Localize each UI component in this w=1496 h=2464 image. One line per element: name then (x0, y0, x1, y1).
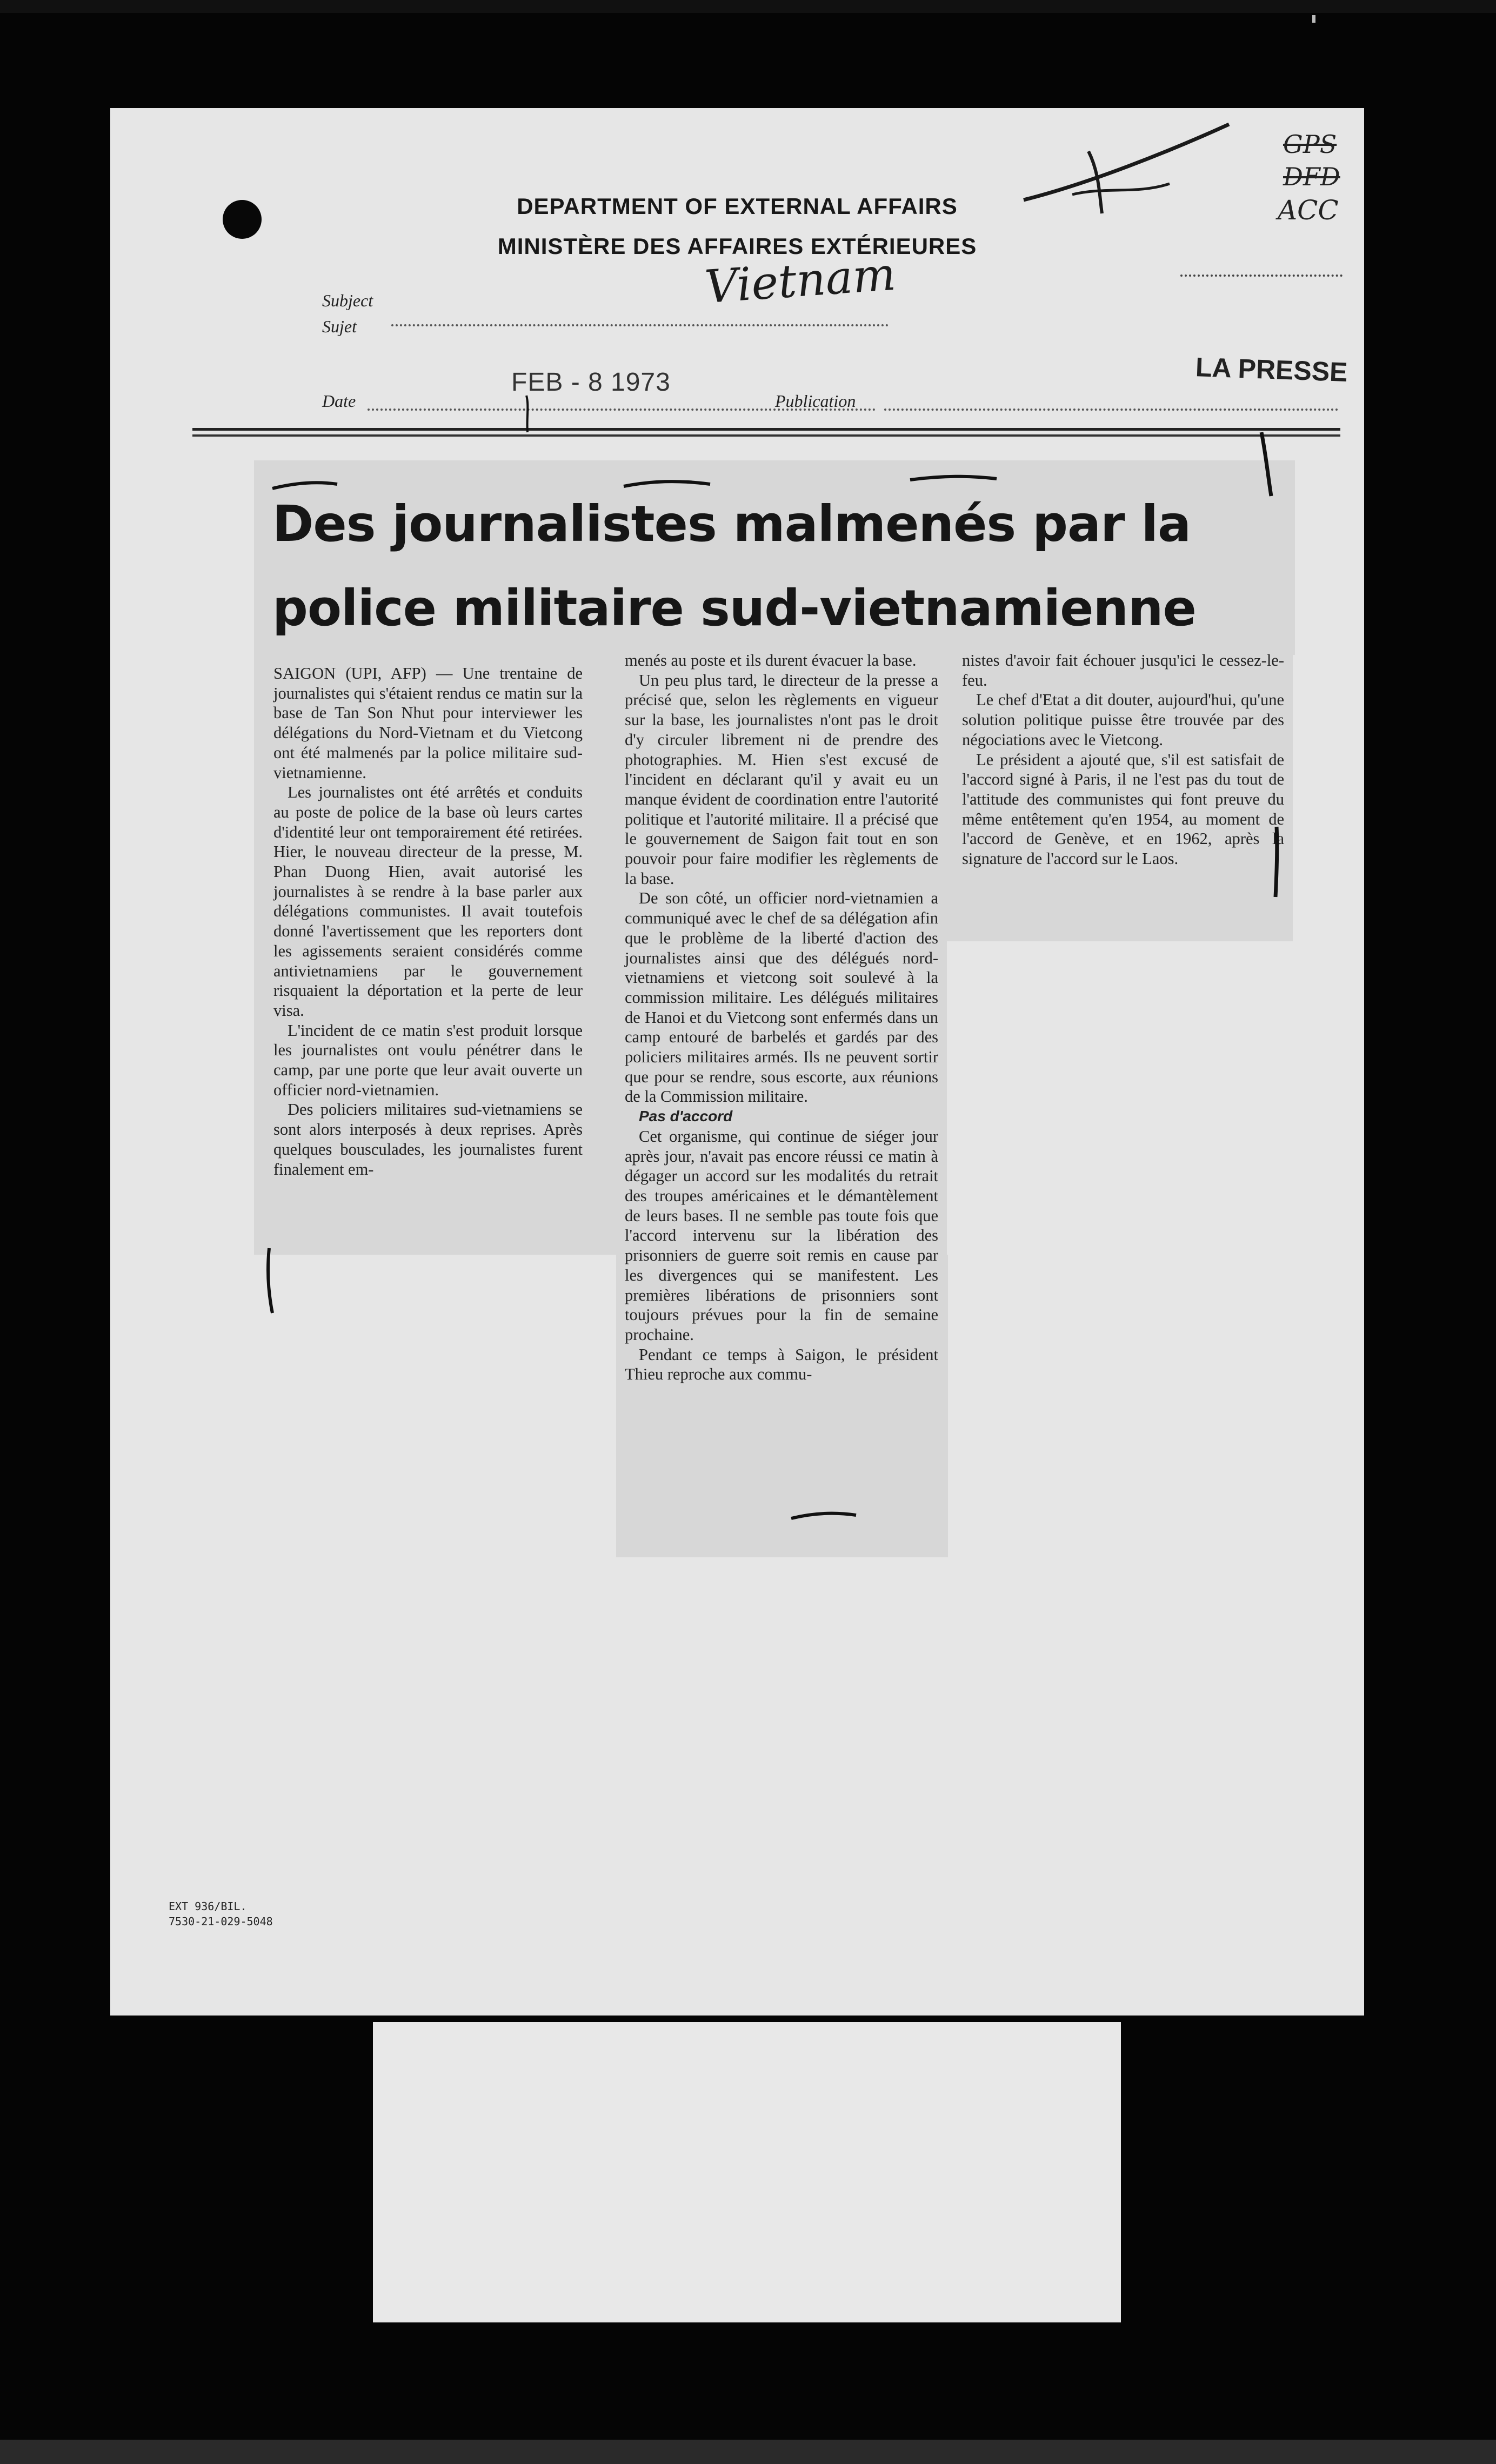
article-paragraph: Le président a ajouté que, s'il est satisfait de l'accord signé à Paris, il ne l'est pas du tout de l'attitude des communistes qui font preuve du même entêtement qu'en 1954, au moment de l'accord de Genève, et en 1962, après la signature de l'accord sur le Laos. (962, 750, 1284, 868)
article-paragraph: nistes d'avoir fait échouer jusqu'ici le cessez-le-feu. (962, 651, 1284, 689)
department-name-en: DEPARTMENT OF EXTERNAL AFFAIRS (517, 193, 958, 219)
clipping-form (110, 108, 1364, 2016)
routing-marks (1267, 130, 1375, 238)
article-paragraph: Un peu plus tard, le directeur de la presse a précisé que, selon les règlements en vigueur sur la base, les journalistes n'ont pas le droit d'y circuler librement ni de prendre des photographies. M. Hien s'est excusé de l'incident en déclarant qu'il y avait eu un manque évident de coordination entre l'autorité politique et l'autorité militaire. Il a précisé que le gouvernement de Saigon fait tout en son pouvoir pour faire modifier les règlements de la base. (625, 671, 938, 888)
handwritten-check-mark (1007, 119, 1234, 222)
article-paragraph: L'incident de ce matin s'est produit lorsque les journalistes ont voulu pénétrer dans le camp, par une porte que leur avait ouverte un officier nord-vietnamien. (273, 1021, 583, 1099)
scan-speck (1312, 15, 1315, 23)
scan-border-top (0, 0, 1496, 13)
article-column (273, 664, 583, 1179)
subject-label-fr: Sujet (322, 317, 357, 336)
subject-value: Vietnam (703, 247, 898, 314)
subject-dotted-line (391, 324, 889, 326)
header-rule (192, 434, 1340, 437)
article-paragraph: menés au poste et ils durent évacuer la base. (625, 651, 917, 669)
pen-stroke (526, 396, 527, 432)
form-code-line: 7530-21-029-5048 (169, 1915, 273, 1928)
article-paragraph: Des policiers militaires sud-vietnamiens se sont alors interposés à deux reprises. Après quelques bousculades, les journalistes furent finalement em- (273, 1100, 583, 1179)
bottom-card (373, 2022, 1121, 2322)
article-paragraph: Le chef d'Etat a dit douter, aujourd'hui, qu'une solution politique puisse être trouvée par des négociations avec le Vietcong. (962, 691, 1284, 749)
article-column (962, 651, 1284, 869)
publication-label: Publication (775, 391, 856, 411)
article-column (625, 651, 938, 1384)
pen-stroke (268, 1248, 272, 1313)
form-code (169, 1899, 273, 1929)
scan-border-bottom (0, 2440, 1496, 2464)
routing-mark: GPS (1283, 130, 1337, 159)
date-stamp: FEB - 8 1973 (511, 368, 671, 397)
header-rule (192, 428, 1340, 431)
routing-mark: DFD (1283, 162, 1340, 191)
routing-mark: ACC (1278, 195, 1339, 226)
article-paragraph: De son côté, un officier nord-vietnamien a communiqué avec le chef de sa délégation afin que le problème de la liberté d'action des journalistes ainsi que des délégués nord-vietnamiens et vietcong soit soulevé à la commission militaire. Les délégués militaires de Hanoi et du Vietcong sont enfermés dans un camp entouré de barbelés et gardés par des policiers militaires armés. Ils ne peuvent sortir que pour se rendre, sous escorte, aux réunions de la Commission militaire. (625, 889, 938, 1106)
article-headline: Des journalistes malmenés par la police militaire sud-vietnamienne (272, 495, 1196, 637)
form-code-line: EXT 936/BIL. (169, 1900, 247, 1913)
article-paragraph: Cet organisme, qui continue de siéger jour après jour, n'avait pas encore réussi ce matin à dégager un accord sur les modalités du retrait des troupes américaines et le démantèlement de leurs bases. Il ne semble pas toute fois que l'accord intervenu sur la libération des prisonniers de guerre soit remis en cause par les divergences qui se manifestent. Les premières libérations de prisonniers sont toujours prévues pour la fin de semaine prochaine. (625, 1127, 938, 1344)
article-paragraph: Pendant ce temps à Saigon, le président Thieu reproche aux commu- (625, 1345, 938, 1384)
date-label: Date (322, 391, 356, 411)
department-name-fr: MINISTÈRE DES AFFAIRES EXTÉRIEURES (497, 233, 977, 259)
article-subheading: Pas d'accord (639, 1108, 733, 1125)
article-paragraph: SAIGON (UPI, AFP) — Une trentaine de journalistes qui s'étaient rendus ce matin sur la base de Tan Son Nhut pour interviewer les délégations du Nord-Vietnam et du Vietcong ont été malmenés par la police militaire sud-vietnamienne. (273, 664, 583, 782)
subject-label-en: Subject (322, 291, 373, 310)
article-paragraph: Les journalistes ont été arrêtés et conduits au poste de police de la base où leurs cartes d'identité leur ont temporairement été retirées. Hier, le nouveau directeur de la presse, M. Phan Duong Hien, avait autorisé les journalistes à se rendre à la base parler aux délégations communistes. Il avait toutefois donné l'avertissement que les reporters dont les agissements seraient considérés comme antivietnamiens par le gouvernement risquaient la déportation et la perte de leur visa. (273, 783, 583, 1020)
publication-dotted-line (884, 409, 1338, 411)
publication-stamp: LA PRESSE (1195, 352, 1348, 387)
routing-dotted-line (1180, 274, 1343, 277)
